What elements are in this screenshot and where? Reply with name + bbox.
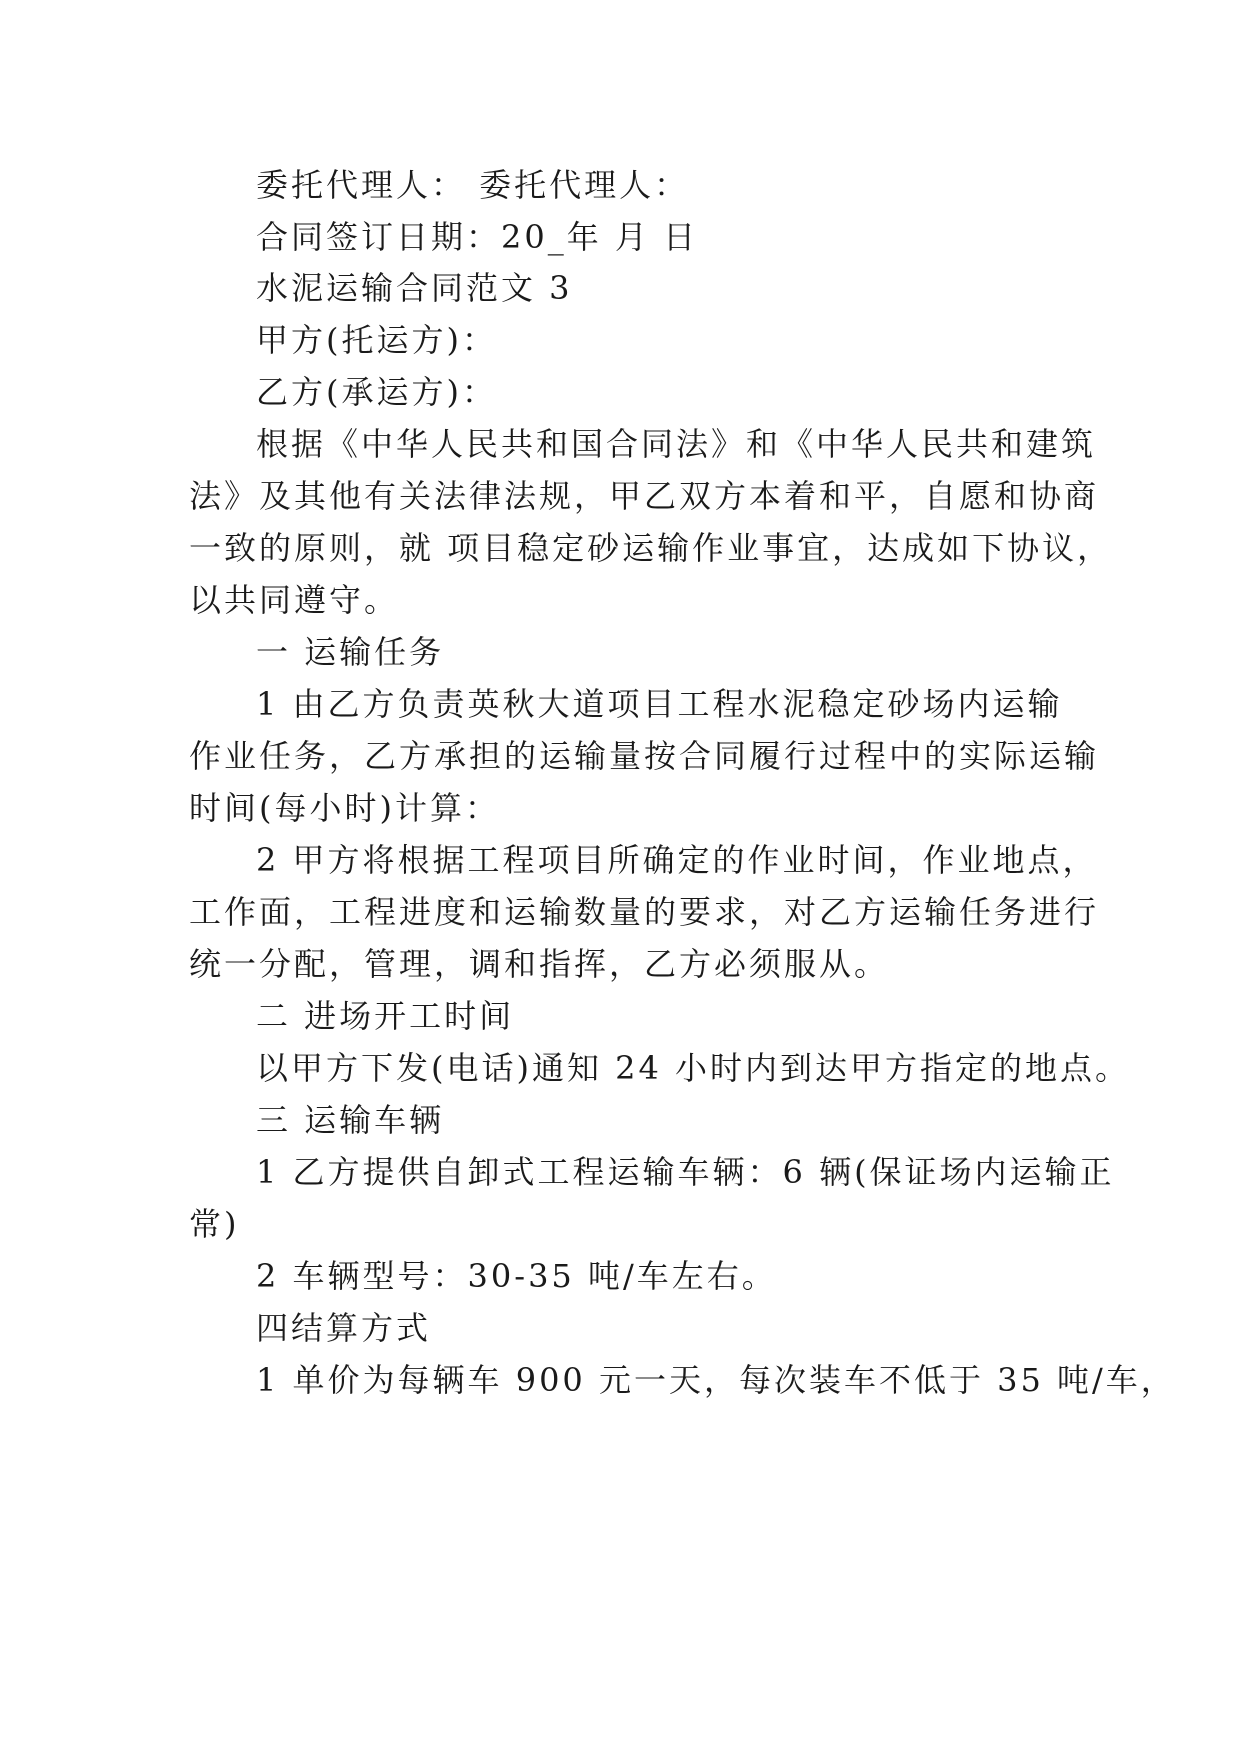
clause-line: 2 甲方将根据工程项目所确定的作业时间，作业地点， [256,841,1098,879]
party-b-line: 乙方(承运方)： [256,373,497,411]
clause-line: 1 单价为每辆车 900 元一天，每次装车不低于 35 吨/车， [256,1361,1176,1399]
preamble-line: 法》及其他有关法律法规，甲乙双方本着和平，自愿和协商 [189,477,1100,515]
section-heading: 三 运输车辆 [256,1101,445,1139]
clause-line: 常) [189,1205,240,1243]
preamble-line: 根据《中华人民共和国合同法》和《中华人民共和建筑 [256,425,1097,463]
clause-line: 工作面，工程进度和运输数量的要求，对乙方运输任务进行 [189,893,1100,931]
signing-date-line: 合同签订日期：20_年 月 日 [256,218,699,256]
clause-line: 以甲方下发(电话)通知 24 小时内到达甲方指定的地点。 [256,1049,1131,1087]
section-heading: 一 运输任务 [256,633,445,671]
contract-title: 水泥运输合同范文 3 [256,269,573,307]
section-heading: 四结算方式 [256,1309,432,1347]
clause-line: 1 乙方提供自卸式工程运输车辆：6 辆(保证场内运输正 [256,1153,1115,1191]
agent-line: 委托代理人： 委托代理人： [256,166,690,204]
section-heading: 二 进场开工时间 [256,997,515,1035]
preamble-line: 以共同遵守。 [189,581,400,619]
party-a-line: 甲方(托运方)： [256,321,497,359]
clause-line: 时间(每小时)计算： [189,789,500,827]
clause-line: 统一分配，管理，调和指挥，乙方必须服从。 [189,945,890,983]
clause-line: 2 车辆型号：30-35 吨/车左右。 [256,1257,777,1295]
clause-line: 作业任务，乙方承担的运输量按合同履行过程中的实际运输 [189,737,1100,775]
clause-line: 1 由乙方负责英秋大道项目工程水泥稳定砂场内运输 [256,685,1063,723]
preamble-line: 一致的原则，就 项目稳定砂运输作业事宜，达成如下协议， [189,529,1113,567]
